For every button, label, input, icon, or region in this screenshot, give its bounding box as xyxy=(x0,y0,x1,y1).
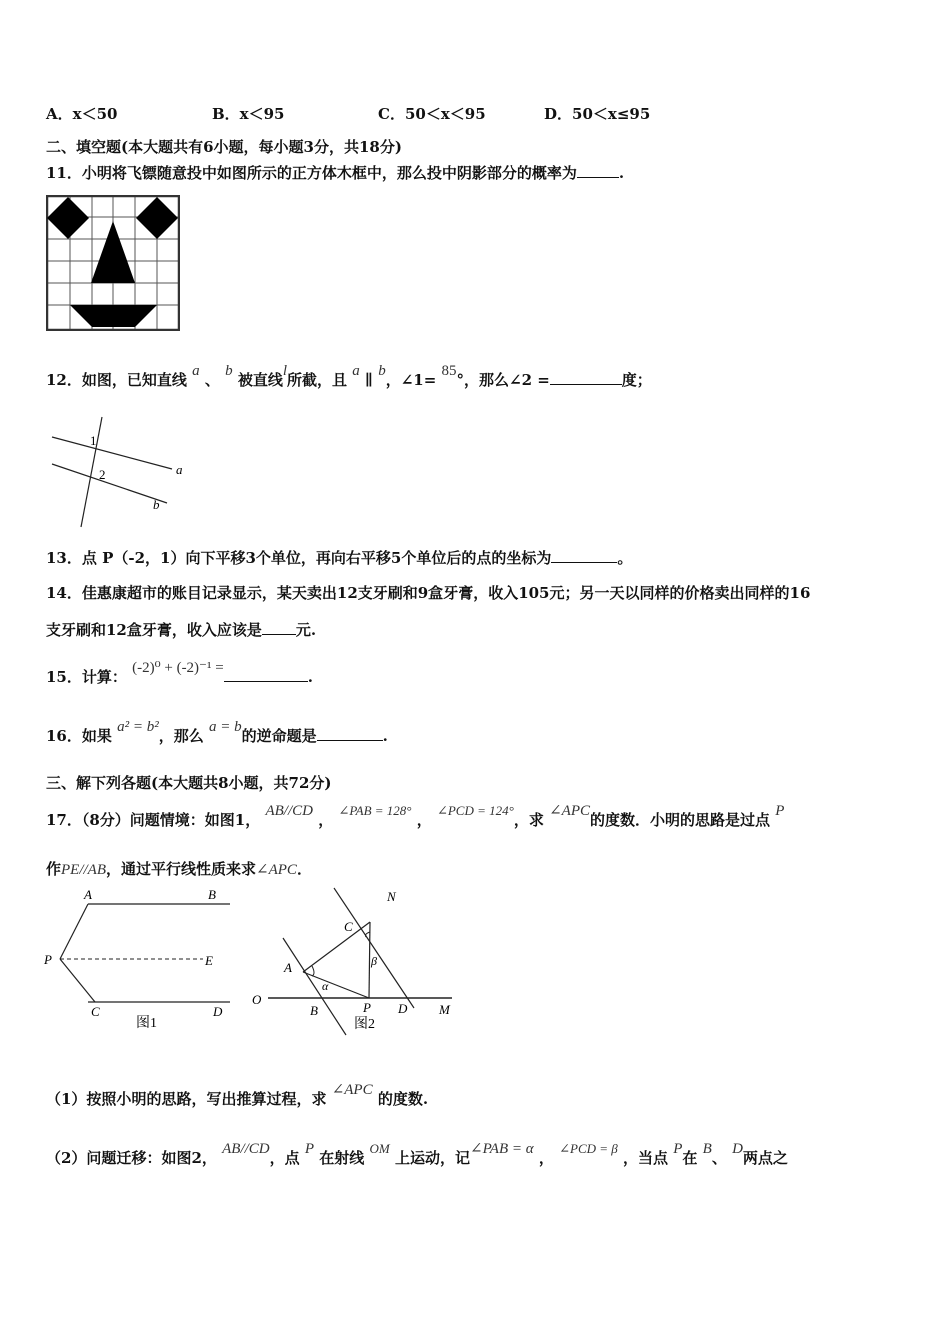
q12-fig-label-a: a xyxy=(176,462,183,477)
fig1-label-e: E xyxy=(205,953,213,968)
fig2-label-p: P xyxy=(363,1000,371,1015)
fig2-label-m: M xyxy=(439,1002,450,1017)
q17-text-1: 17．（8分）问题情境：如图1， xyxy=(46,811,261,829)
fig1-label-b: B xyxy=(208,887,216,902)
q16-blank xyxy=(317,726,383,741)
q17-angle-apc: ∠APC xyxy=(549,803,590,819)
fig2-label-b: B xyxy=(310,1003,318,1018)
q12-parallel-sign: ∥ xyxy=(365,371,373,389)
q17-sub2-text-6: 在 xyxy=(682,1149,698,1167)
fig1-caption: 图1 xyxy=(136,1016,157,1031)
option-b: B．x＜95 xyxy=(212,105,285,123)
q17-sub2-text-4: 上运动，记 xyxy=(394,1149,470,1167)
q12-var-a2: a xyxy=(352,363,360,379)
q12-tail: 度； xyxy=(621,371,652,389)
fig1-label-c: C xyxy=(91,1004,100,1019)
q17-sub2-sep: 、 xyxy=(711,1149,727,1167)
q13-blank xyxy=(551,548,617,563)
q17-text-ask: ，求 xyxy=(513,811,544,829)
option-a: A．x＜50 xyxy=(46,105,118,123)
q16-text-1: 16．如果 xyxy=(46,727,112,745)
option-c: C．50＜x＜95 xyxy=(378,105,486,123)
q16-tail: . xyxy=(382,727,388,745)
q17-sub2-ray-om: OM xyxy=(369,1141,390,1156)
q17-sub2-ab-parallel-cd: AB//CD xyxy=(222,1141,270,1157)
q11-grid-figure xyxy=(46,195,180,331)
fig2-label-d: D xyxy=(398,1001,408,1016)
question-15 xyxy=(46,660,313,687)
q12-sep: 、 xyxy=(204,371,220,389)
question-17-line-2 xyxy=(46,858,312,879)
q17-sub2-angle-pcd: ∠PCD = β xyxy=(559,1141,618,1156)
question-11 xyxy=(46,162,624,183)
q14-tail: 元. xyxy=(295,621,317,639)
question-13 xyxy=(46,547,632,568)
q17-point-p: P xyxy=(775,803,785,819)
fig2-label-beta: β xyxy=(371,954,377,968)
q12-text-3: 所截，且 xyxy=(287,371,348,389)
q15-tail: . xyxy=(307,668,313,686)
q13-tail: 。 xyxy=(617,549,633,567)
q16-expression-2: a = b xyxy=(208,719,242,735)
question-17-sub-1 xyxy=(46,1082,429,1109)
q16-text-2: ，那么 xyxy=(158,727,204,745)
q17-sub2-point-d: D xyxy=(732,1141,743,1157)
q15-expression: (-2)⁰ + (-2)⁻¹ = xyxy=(132,660,224,676)
q12-fig-label-b: b xyxy=(153,497,160,512)
fig2-label-o: O xyxy=(252,992,262,1007)
q15-blank xyxy=(224,667,308,682)
q17-sub1-angle-apc: ∠APC xyxy=(331,1082,373,1098)
q13-text: 13．点 P（-2，1）向下平移3个单位，再向右平移5个单位后的点的坐标为 xyxy=(46,549,552,567)
q16-text-3: 的逆命题是 xyxy=(241,727,317,745)
question-16 xyxy=(46,719,388,746)
q12-angle-value: 85 xyxy=(441,363,457,379)
q17-sub2-comma: ， xyxy=(538,1149,554,1167)
q17-figure-1 xyxy=(40,884,240,1034)
q12-var-b2: b xyxy=(378,363,386,379)
q17-comma-1: ， xyxy=(318,811,334,829)
q11-text: 11．小明将飞镖随意投中如图所示的正方体木框中，那么投中阴影部分的概率为 xyxy=(46,164,577,182)
q17-sub2-text-7: 两点之 xyxy=(742,1149,788,1167)
fig2-label-c: C xyxy=(344,919,353,934)
q12-blank xyxy=(550,370,622,385)
q17-sub2-point-p: P xyxy=(304,1141,315,1157)
q17-sub2-point-p-2: P xyxy=(673,1141,683,1157)
q12-var-b: b xyxy=(225,363,233,379)
q17-sub2-text-1: （2）问题迁移：如图2， xyxy=(46,1149,217,1167)
option-d: D．50＜x≤95 xyxy=(544,105,651,123)
q12-fig-label-1: 1 xyxy=(90,433,97,448)
q11-blank xyxy=(577,163,619,178)
question-14-line-1: 14．佳惠康超市的账目记录显示，某天卖出12支牙刷和9盒牙膏，收入105元；另一天以同样的价格卖出同样的16 xyxy=(46,584,811,602)
fig2-label-n: N xyxy=(387,889,396,904)
q15-text: 15．计算： xyxy=(46,668,127,686)
section-2-title: 二、填空题(本大题共有6小题，每小题3分，共18分) xyxy=(46,138,402,156)
question-17-line-1 xyxy=(46,803,785,830)
q17-angle-apc-2: ∠APC xyxy=(256,862,297,878)
q17-angle-pab: ∠PAB = 128° xyxy=(338,803,412,818)
fig1-label-p: P xyxy=(44,952,52,967)
q17-sub1-text-2: 的度数. xyxy=(377,1090,429,1108)
q17-text-3: 作 xyxy=(46,860,62,878)
section-3-title: 三、解下列各题(本大题共8小题，共72分) xyxy=(46,774,332,792)
q17-sub2-text-5: ，当点 xyxy=(622,1149,668,1167)
q12-text-2: 被直线 xyxy=(237,371,283,389)
q17-sub2-text-3: 在射线 xyxy=(319,1149,365,1167)
q12-fig-label-2: 2 xyxy=(99,467,106,482)
q17-sub2-point-b: B xyxy=(702,1141,712,1157)
q14-blank xyxy=(262,620,296,635)
q17-ab-parallel-cd: AB//CD xyxy=(265,803,313,819)
q12-text-5: °，那么∠2 = xyxy=(456,371,550,389)
q11-tail: . xyxy=(618,164,625,182)
q17-comma-2: ， xyxy=(416,811,432,829)
q17-pe-parallel-ab: PE//AB xyxy=(61,862,107,878)
fig2-label-alpha: α xyxy=(322,979,329,993)
fig2-label-a: A xyxy=(284,960,292,975)
question-17-sub-2 xyxy=(46,1141,788,1168)
q12-text-1: 12．如图，已知直线 xyxy=(46,371,187,389)
q12-lines-figure xyxy=(44,408,204,530)
q17-text-2: 的度数．小明的思路是过点 xyxy=(590,811,771,829)
q17-text-5: ． xyxy=(296,860,312,878)
fig1-label-d: D xyxy=(213,1004,223,1019)
q17-sub1-text-1: （1）按照小明的思路，写出推算过程，求 xyxy=(46,1090,327,1108)
q12-var-l: l xyxy=(282,363,288,379)
q12-text-4: ，∠1= xyxy=(385,371,437,389)
q17-text-4: ，通过平行线性质来求 xyxy=(106,860,257,878)
q17-sub2-text-2: ，点 xyxy=(269,1149,300,1167)
fig1-label-a: A xyxy=(84,887,92,902)
q12-var-a: a xyxy=(192,363,200,379)
question-14-line-2 xyxy=(46,619,316,640)
q17-figure-2 xyxy=(246,884,466,1039)
question-12 xyxy=(46,363,652,390)
q14-text-2: 支牙刷和12盒牙膏，收入应该是 xyxy=(46,621,262,639)
q17-sub2-angle-pab: ∠PAB = α xyxy=(470,1141,534,1157)
q16-expression-1: a² = b² xyxy=(117,719,159,735)
q17-angle-pcd: ∠PCD = 124° xyxy=(436,803,514,818)
fig2-caption: 图2 xyxy=(354,1017,375,1032)
